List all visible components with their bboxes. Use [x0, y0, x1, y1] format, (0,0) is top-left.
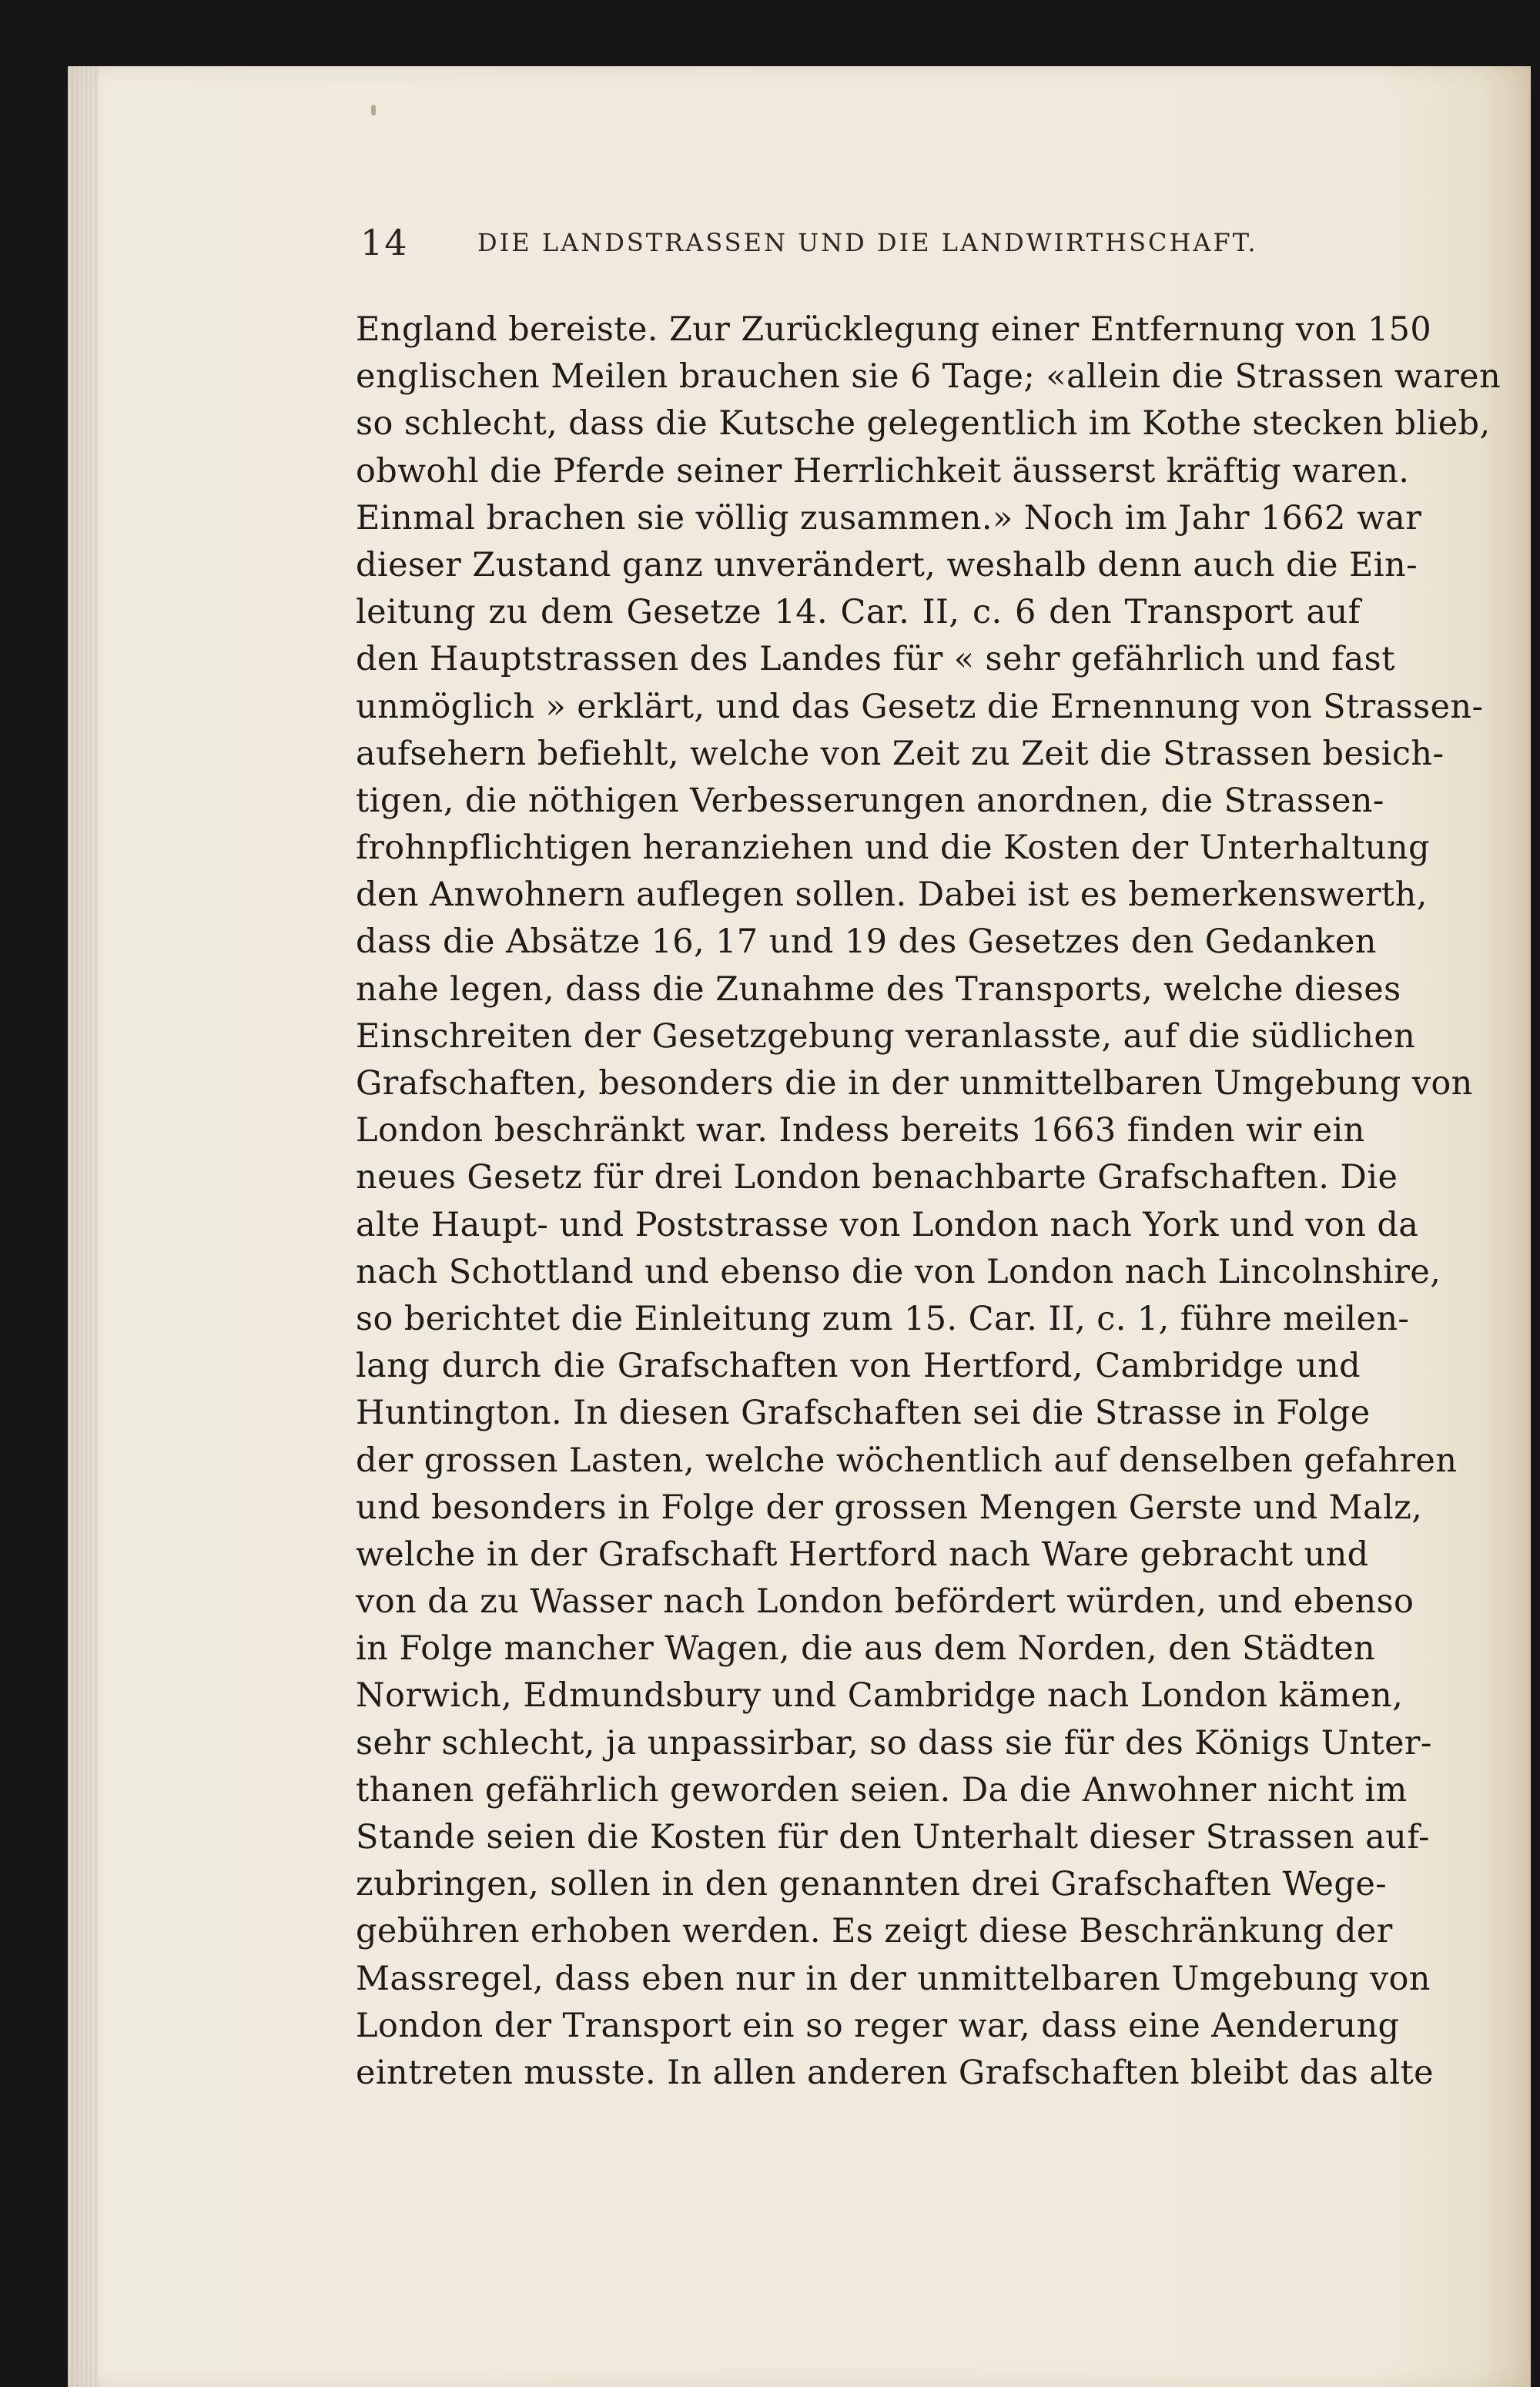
text-line: tigen, die nöthigen Verbesserungen anordnen, die Strassen-	[356, 781, 1384, 820]
text-line: und besonders in Folge der grossen Mengen Gerste und Malz,	[356, 1488, 1423, 1527]
text-line: unmöglich » erklärt, und das Gesetz die Ernennung von Strassen-	[356, 687, 1484, 726]
text-line: in Folge mancher Wagen, die aus dem Norden, den Städten	[356, 1629, 1376, 1669]
text-line: Stande seien die Kosten für den Unterhalt dieser Strassen auf-	[356, 1818, 1430, 1856]
text-line: England bereiste. Zur Zurücklegung einer Entfernung von 150	[356, 310, 1432, 349]
text-line: Einmal brachen sie völlig zusammen.» Noch im Jahr 1662 war	[356, 498, 1422, 537]
text-line: welche in der Grafschaft Hertford nach Ware gebracht und	[356, 1535, 1369, 1574]
text-line: gebühren erhoben werden. Es zeigt diese Beschränkung der	[356, 1912, 1393, 1951]
text-line: London der Transport ein so reger war, dass eine Aenderung	[356, 2006, 1400, 2045]
text-line: Norwich, Edmundsbury und Cambridge nach London kämen,	[356, 1676, 1404, 1716]
paper-speck	[371, 105, 376, 116]
text-line: leitung zu dem Gesetze 14. Car. II, c. 6 den Transport auf	[356, 593, 1361, 632]
text-line: so berichtet die Einleitung zum 15. Car. II, c. 1, führe meilen-	[356, 1299, 1410, 1338]
text-line: frohnpflichtigen heranziehen und die Kosten der Unterhaltung	[356, 829, 1430, 868]
text-line: sehr schlecht, ja unpassirbar, so dass sie für des Königs Unter-	[356, 1723, 1432, 1763]
text-line: lang durch die Grafschaften von Hertford, Cambridge und	[356, 1347, 1361, 1386]
text-line: so schlecht, dass die Kutsche gelegentlich im Kothe stecken blieb,	[356, 404, 1491, 444]
text-line: eintreten musste. In allen anderen Grafschaften bleibt das alte	[356, 2053, 1435, 2092]
text-line: Huntington. In diesen Grafschaften sei die Strasse in Folge	[356, 1394, 1371, 1433]
page-number: 14	[360, 222, 409, 263]
body-text	[356, 306, 1502, 2097]
text-line: englischen Meilen brauchen sie 6 Tage; «allein die Strassen waren	[356, 357, 1502, 397]
text-line: Massregel, dass eben nur in der unmittelbaren Umgebung von	[356, 1959, 1431, 1998]
text-line: Grafschaften, besonders die in der unmittelbaren Umgebung von	[356, 1064, 1473, 1103]
text-line: dass die Absätze 16, 17 und 19 des Gesetzes den Gedanken	[356, 922, 1377, 962]
running-head: DIE LANDSTRASSEN UND DIE LANDWIRTHSCHAFT.	[477, 228, 1258, 257]
text-line: alte Haupt- und Poststrasse von London nach York und von da	[356, 1205, 1419, 1244]
page-header	[360, 222, 1361, 276]
text-line: London beschränkt war. Indess bereits 1663 finden wir ein	[356, 1111, 1365, 1150]
text-line: den Hauptstrassen des Landes für « sehr gefährlich und fast	[356, 640, 1395, 679]
text-line: Einschreiten der Gesetzgebung veranlasste, auf die südlichen	[356, 1016, 1416, 1056]
text-line: obwohl die Pferde seiner Herrlichkeit äusserst kräftig waren.	[356, 451, 1410, 490]
text-line: zubringen, sollen in den genannten drei Grafschaften Wege-	[356, 1865, 1388, 1904]
text-line: dieser Zustand ganz unverändert, weshalb denn auch die Ein-	[356, 545, 1418, 584]
text-line: aufsehern befiehlt, welche von Zeit zu Zeit die Strassen besich-	[356, 734, 1445, 773]
text-line: neues Gesetz für drei London benachbarte Grafschaften. Die	[356, 1158, 1398, 1197]
text-line: der grossen Lasten, welche wöchentlich auf denselben gefahren	[356, 1441, 1458, 1480]
text-line: den Anwohnern auflegen sollen. Dabei ist es bemerkenswerth,	[356, 875, 1428, 915]
text-line: nahe legen, dass die Zunahme des Transports, welche dieses	[356, 969, 1401, 1009]
text-line: thanen gefährlich geworden seien. Da die Anwohner nicht im	[356, 1770, 1408, 1810]
text-line: von da zu Wasser nach London befördert würden, und ebenso	[356, 1582, 1414, 1622]
text-line: nach Schottland und ebenso die von London nach Lincolnshire,	[356, 1252, 1441, 1291]
page-edge-stack	[68, 66, 99, 2387]
